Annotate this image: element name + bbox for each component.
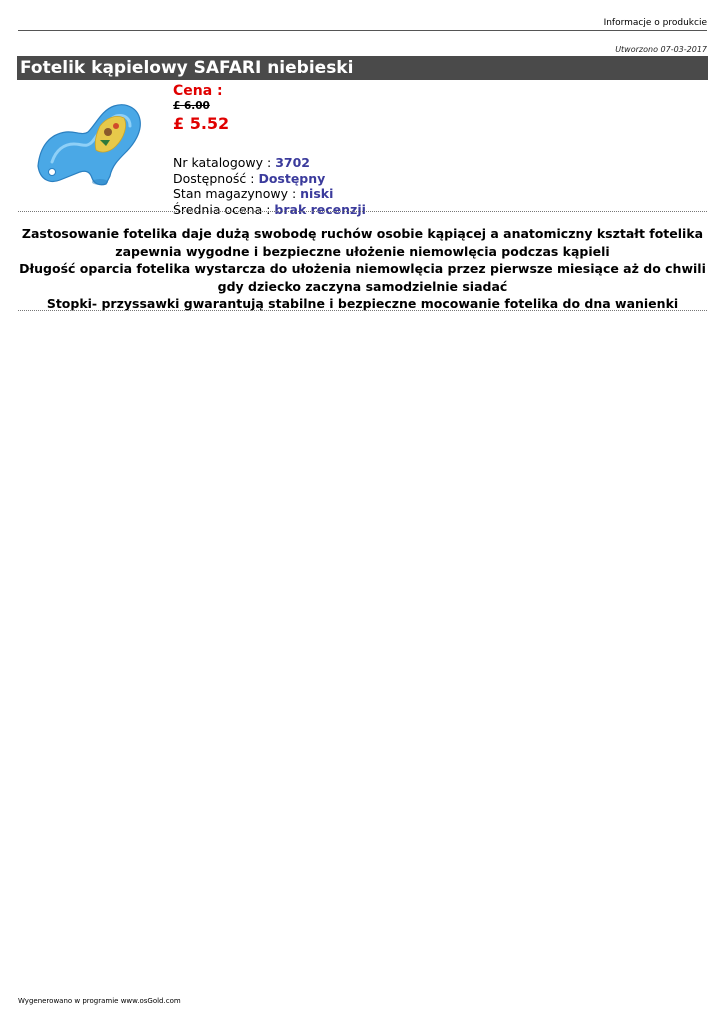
spec-value: Dostępny — [258, 170, 326, 186]
product-description — [18, 225, 707, 313]
spec-label: Dostępność : — [173, 170, 259, 186]
old-price: £ 6.00 — [173, 100, 210, 112]
new-price: £ 5.52 — [173, 114, 230, 133]
spec-value: niski — [300, 186, 334, 201]
spec-stock — [173, 186, 366, 202]
header-divider — [18, 30, 707, 31]
description-paragraph: Stopki- przyssawki gwarantują stabilne i bezpieczne mocowanie fotelika do dna wanienki — [46, 296, 679, 311]
spec-value: 3702 — [275, 155, 310, 170]
created-date: Utworzono 07-03-2017 — [615, 45, 707, 54]
spec-list — [173, 155, 366, 217]
price-label: Cena : — [173, 83, 223, 99]
spec-catalog-number — [173, 155, 366, 171]
section-label: Informacje o produkcie — [603, 18, 707, 28]
footer-generated: Wygenerowano w programie www.osGold.com — [18, 997, 181, 1005]
spec-availability — [173, 171, 366, 187]
spec-label: Nr katalogowy : — [173, 155, 276, 170]
spec-value: brak recenzji — [274, 201, 366, 217]
price-and-specs — [173, 83, 366, 217]
description-paragraph: Długość oparcia fotelika wystarcza do ułożenia niemowlęcia przez pierwsze miesiące aż do chwili gdy dziecko zaczyna samodzielnie siadać — [19, 261, 706, 294]
product-image — [30, 96, 158, 192]
spec-label: Stan magazynowy : — [173, 186, 301, 201]
product-title: Fotelik kąpielowy SAFARI niebieski — [17, 56, 708, 80]
description-paragraph: Zastosowanie fotelika daje dużą swobodę ruchów osobie kąpiącej a anatomiczny kształt fotelika zapewnia wygodne i bezpieczne ułożenie niemowlęcia podczas kąpieli — [21, 226, 704, 259]
divider-top — [18, 211, 707, 212]
divider-bottom — [18, 310, 707, 311]
spec-rating — [173, 202, 366, 218]
spec-label: Średnia ocena : — [173, 201, 275, 217]
